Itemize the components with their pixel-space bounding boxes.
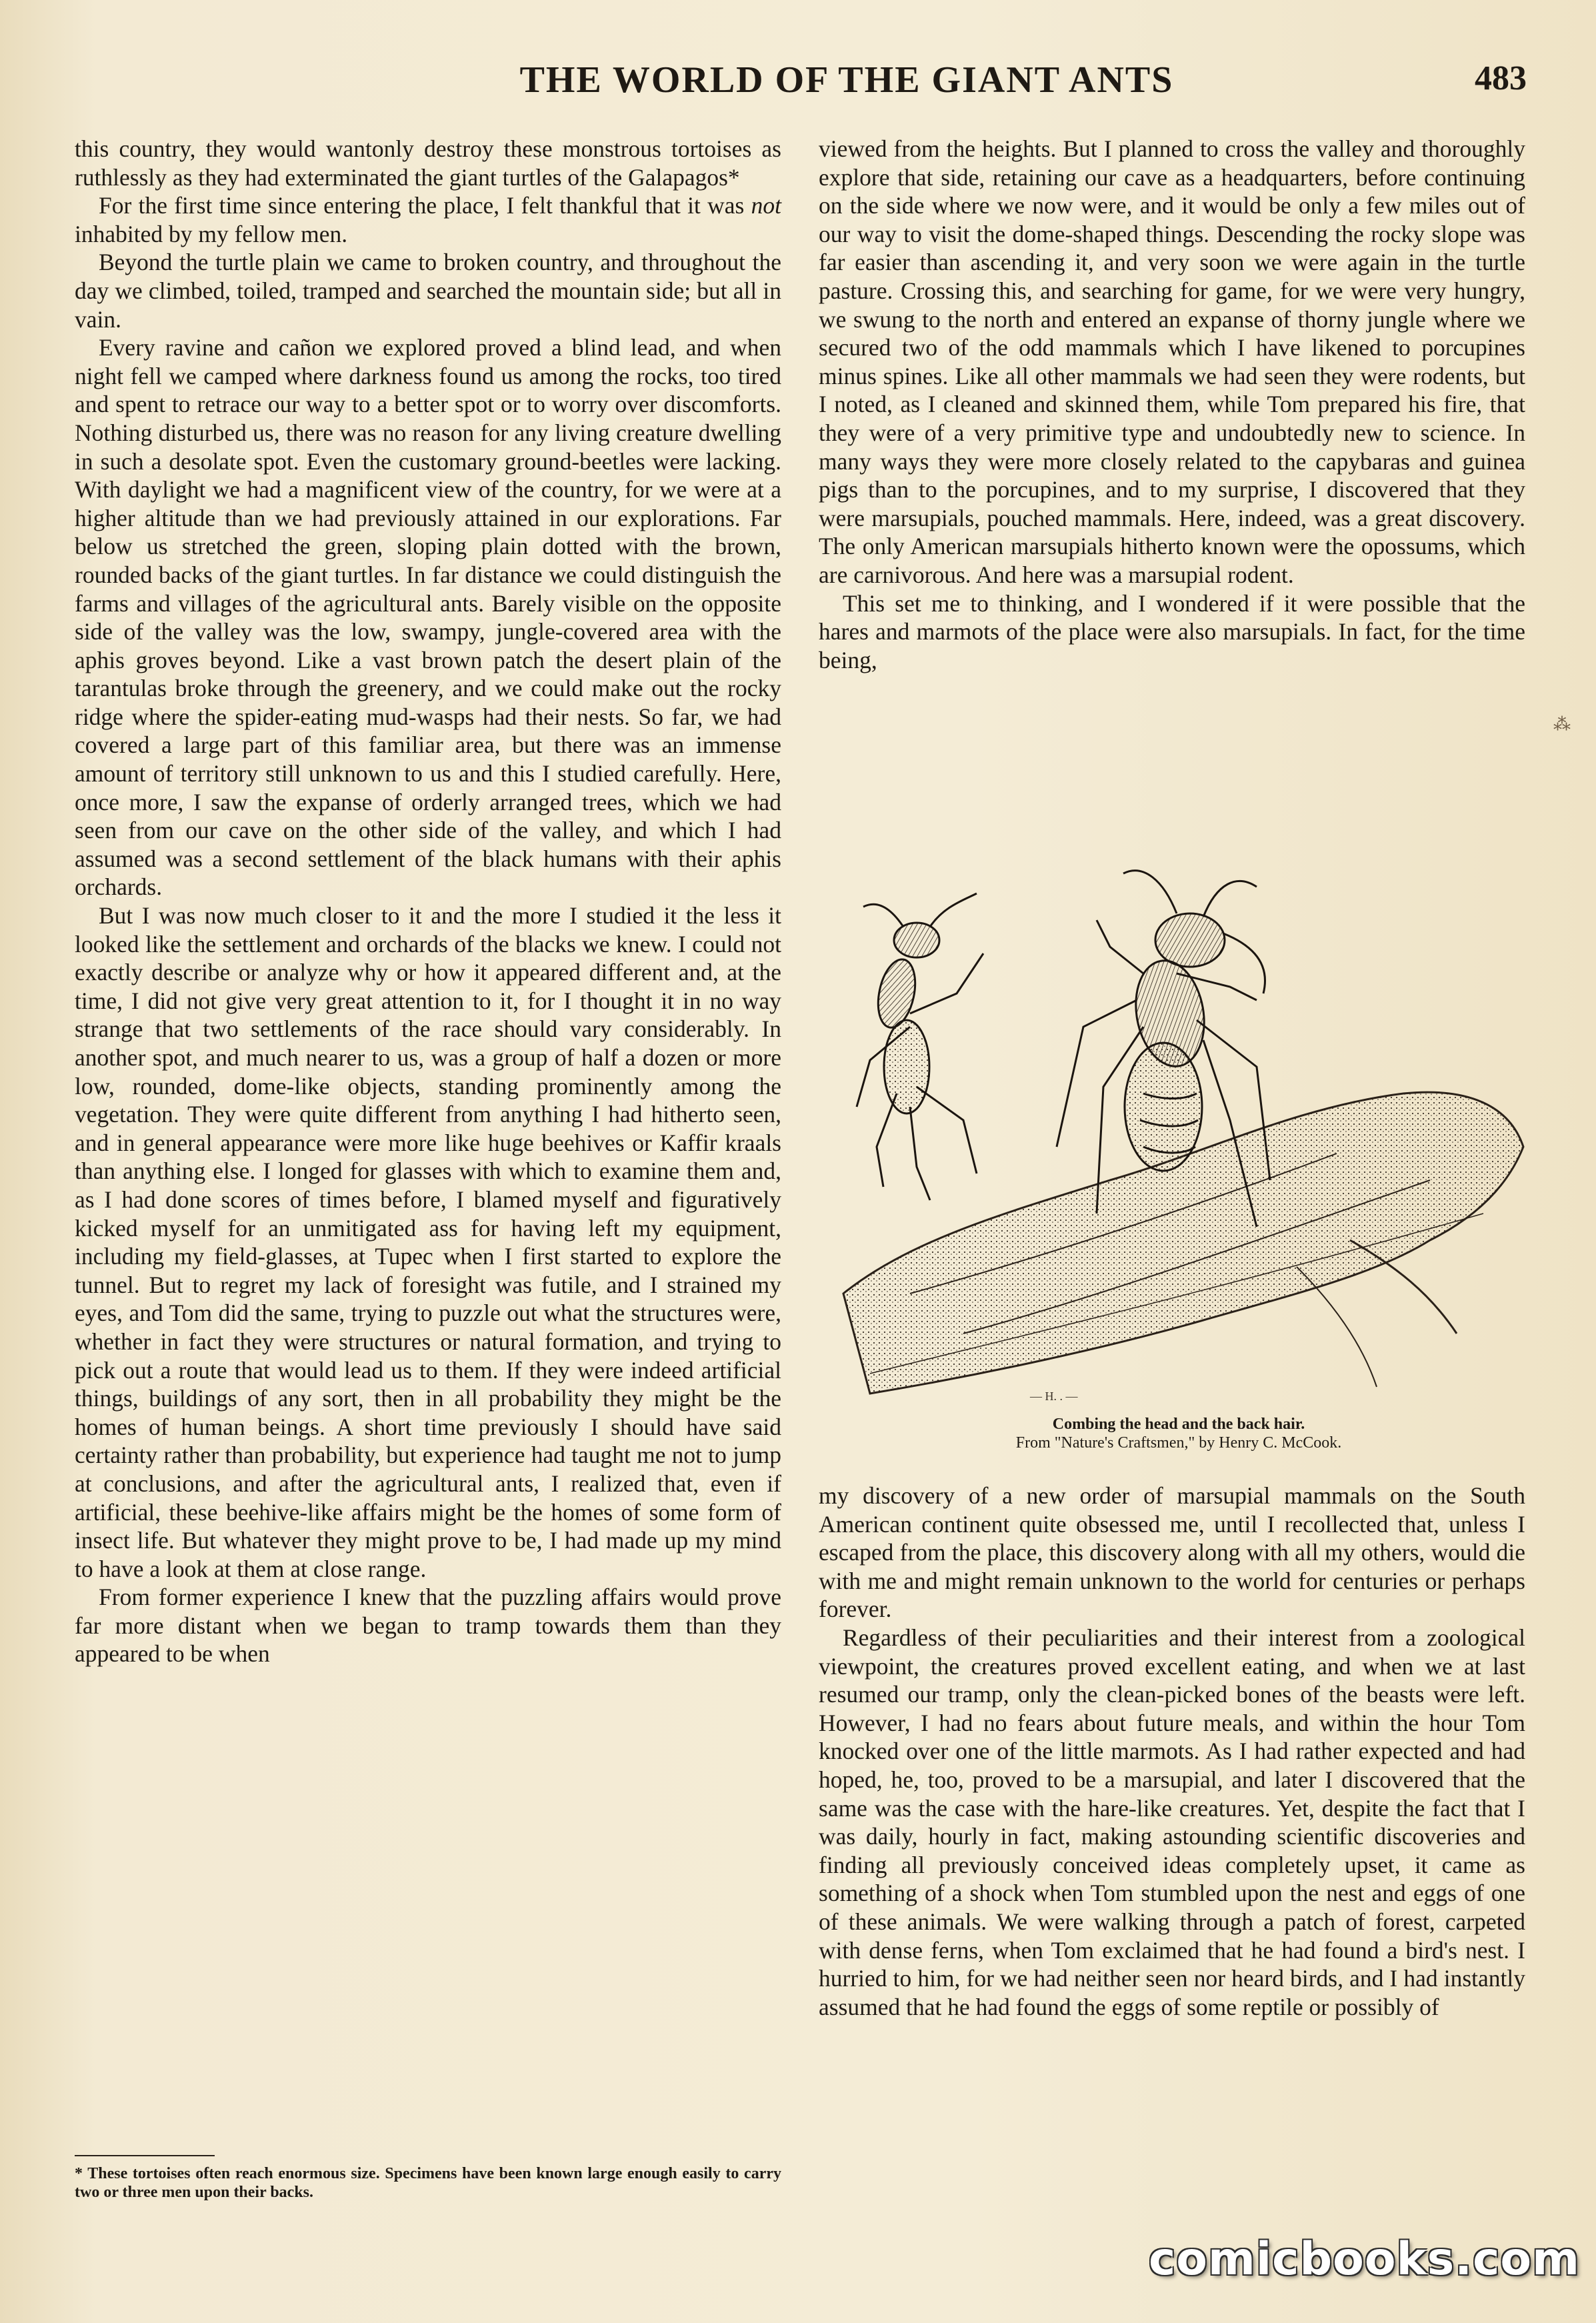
left-column [75, 135, 781, 2188]
footnote: * These tortoises often reach enormous size. Specimens have been known large enough easily to carry two or three men upon their backs. [75, 2165, 781, 2201]
paragraph-text: From former experience I knew that the puzzling affairs would prove far more distant when we began to tramp towards them than they appeared to be when [75, 1584, 781, 1668]
paragraph [819, 1482, 1525, 1624]
paragraph-text: Every ravine and cañon we explored proved a blind lead, and when night fell we camped where darkness found us among the rocks, too tired and spent to retrace our way to a better spot or to worry over discomforts. Nothing disturbed us, there was no reason for any living creature dwelling in such a desolate spot. Even the customary ground-beetles were lacking. With daylight we had a magnificent view of the country, for we were at a higher altitude than we had previously attained in our explorations. Far below us stretched the green, sloping plain dotted with the brown, rounded backs of the giant turtles. In far distance we could distinguish the farms and villages of the agricultural ants. Barely visible on the opposite side of the valley was the low, swampy, jungle-covered area with the aphis groves beyond. Like a vast brown patch the desert plain of the tarantulas broke through the greenery, and we could make out the rocky ridge where the spider-eating mud-wasps had their nests. So far, we had covered a large part of this familiar area, but there was an immense amount of territory still unknown to us and this I studied carefully. Here, once more, I saw the expanse of orderly arranged trees, which we had seen from our cave on the other side of the valley, and which I had assumed was a second settlement of the black humans with their aphis orchards. [75, 334, 781, 901]
paragraph-text: Beyond the turtle plain we came to broken country, and throughout the day we climbed, toiled, tramped and searched the mountain side; but all in vain. [75, 249, 781, 333]
footnote-rule [75, 2155, 215, 2156]
right-column-top [819, 135, 1525, 674]
paragraph [75, 333, 781, 901]
paragraph [75, 248, 781, 333]
caption-line-2: From "Nature's Craftsmen," by Henry C. McCook. [1015, 1434, 1342, 1452]
caption-line-1: Combing the head and the back hair. [1052, 1416, 1305, 1433]
engraver-signature: — H. . — [1030, 1390, 1078, 1403]
paragraph-text: Regardless of their peculiarities and their interest from a zoological viewpoint, the creatures proved excellent eating, and when we at last resumed our tramp, only the clean-picked bones of the beasts were left. However, I had no fears about future meals, and within the hour Tom knocked over one of the little marmots. As I had rather expected and had hoped, he, too, proved to be a marsupial, and later I discovered that the same was the case with the hare-like creatures. Yet, despite the fact that I was daily, hourly in fact, making astounding scientific discoveries and finding all previously conceived ideas completely upset, it came as something of a shock when Tom stumbled upon the nest and eggs of one of these animals. We were walking through a patch of forest, carpeted with dense ferns, when Tom exclaimed that he had found a bird's nest. I hurried to him, for we had neither seen nor heard birds, and I had instantly assumed that he had found the eggs of some reptile or possibly of [819, 1624, 1525, 2020]
figure-caption [819, 1415, 1539, 1452]
paragraph-text: my discovery of a new order of marsupial mammals on the South American continent quite obsessed me, until I recollected that, unless I escaped from the place, this discovery along with all my others, would die with me and might remain unknown to the world for centuries or perhaps forever. [819, 1482, 1525, 1623]
paragraph [819, 135, 1525, 589]
running-head [73, 59, 1527, 105]
paragraph-text: But I was now much closer to it and the more I studied it the less it looked like the settlement and orchards of the blacks we knew. I could not exactly describe or analyze why or how it appeared different and, at the time, I did not give very great attention to it, for I thought it in no way strange that two settlements of the race should vary considerably. In another spot, and much nearer to us, was a group of half a dozen or more low, rounded, dome-like objects, standing prominently among the vegetation. They were quite different from anything I had hitherto seen, and in general appearance were more like huge beehives or Kaffir kraals than anything else. I longed for glasses with which to examine them and, as I had done scores of times before, I blamed myself and figuratively kicked myself for an unmitigated ass for having left my equipment, including my field-glasses, at Tupec when I first started to explore the tunnel. But to regret my lack of foresight was futile, and I strained my eyes, and Tom did the same, trying to puzzle out what the structures were, whether in fact they were structures or natural formation, and trying to pick out a route that would lead us to them. If they were indeed artificial things, buildings of any sort, then in all probability they might be the homes of human beings. A short time previously I should have said certainty rather than probability, but experience had taught me not to jump at conclusions, and after the agricultural ants, I realized that, even if artificial, these beehive-like affairs might be the homes of some form of insect life. But whatever they might prove to be, I had made up my mind to have a look at them at close range. [75, 902, 781, 1582]
paragraph-text: inhabited by my fellow men. [75, 220, 348, 247]
watermark-logo: comicbooks.com [1148, 2233, 1580, 2286]
paragraph [819, 589, 1525, 675]
paragraph-text: For the first time since entering the place, I felt thankful that it was [99, 192, 751, 219]
illustration-ants [830, 867, 1530, 1454]
right-column-bottom [819, 1482, 1525, 2021]
page-number: 483 [1475, 59, 1527, 97]
paragraph-text: viewed from the heights. But I planned to cross the valley and thoroughly explore that side, retaining our cave as a headquarters, before continuing on the side where we now were, and it would be only a few miles out of our way to visit the dome-shaped things. Descending the rocky slope was far easier than ascending it, and very soon we were again in the turtle pasture. Crossing this, and searching for game, for we were very hungry, we swung to the north and entered an expanse of thorny jungle where we secured two of the odd mammals which I have likened to porcupines minus spines. Like all other mammals we had seen they were rodents, but I noted, as I cleaned and skinned them, while Tom prepared his fire, that they were of a very primitive type and undoubtedly new to science. In many ways they were more closely related to the capybaras and guinea pigs than to the porcupines, and to my surprise, I discovered that they were marsupials, pouched mammals. Here, indeed, was a great discovery. The only American marsupials hitherto known were the opossums, which are carnivorous. And here was a marsupial rodent. [819, 135, 1525, 588]
ant-engraving [830, 867, 1530, 1414]
paragraph [75, 191, 781, 248]
print-speck: ⁂ [1553, 715, 1571, 734]
paragraph [75, 1583, 781, 1668]
paragraph [75, 135, 781, 191]
page-title: THE WORLD OF THE GIANT ANTS [519, 59, 1174, 101]
paragraph [819, 1624, 1525, 2021]
small-ant [857, 893, 983, 1200]
paragraph-text: this country, they would wantonly destroy these monstrous tortoises as ruthlessly as they had exterminated the giant turtles of the Galapagos* [75, 135, 781, 191]
paragraph [75, 901, 781, 1583]
paragraph-text: This set me to thinking, and I wondered if it were possible that the hares and marmots of the place were also marsupials. In fact, for the time being, [819, 589, 1525, 673]
emphasis: not [751, 192, 781, 219]
